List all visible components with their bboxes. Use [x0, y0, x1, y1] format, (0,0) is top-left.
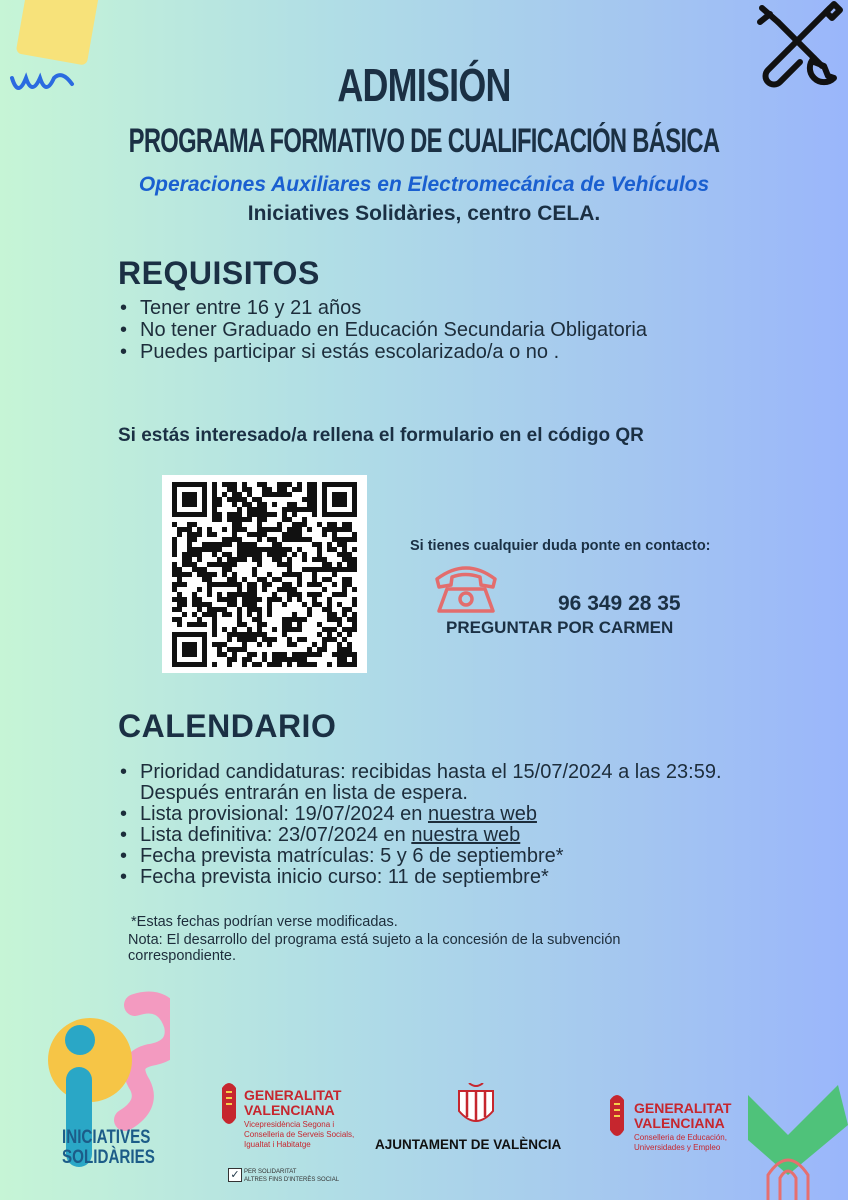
gv1-name2: VALENCIANA [244, 1102, 335, 1118]
solidaritat-line1: PER SOLIDARITAT [244, 1169, 297, 1175]
solidaritat-line2: ALTRES FINS D'INTERÈS SOCIAL [244, 1177, 340, 1183]
gv2-name1: GENERALITAT [634, 1100, 732, 1116]
ajuntament-crest-icon [453, 1083, 499, 1131]
calendario-list [118, 762, 770, 888]
gv1-sub2: Conselleria de Serveis Socials, [244, 1130, 355, 1139]
qr-code[interactable] [162, 475, 367, 673]
web-link[interactable]: nuestra web [427, 803, 537, 825]
phone-icon [433, 563, 499, 615]
generalitat-logo-2 [634, 1101, 731, 1153]
list-item [140, 804, 770, 825]
phone-number: 96 349 28 35 [558, 592, 681, 615]
solidaritat-text [244, 1168, 339, 1184]
list-item: • No tener Graduado en Educación Secundaria Obligatoria [140, 319, 647, 341]
generalitat-logo-1 [244, 1088, 354, 1150]
gv1-sub1: Vicepresidència Segona i [244, 1120, 335, 1129]
course-name: Operaciones Auxiliares en Electromecánica de Vehículos [138, 173, 710, 196]
gv1-name1: GENERALITAT [244, 1087, 342, 1103]
contact-intro: Si tienes cualquier duda ponte en contacto: [410, 538, 711, 554]
list-item-text: Lista definitiva: 23/07/2024 en [140, 824, 412, 846]
list-item [140, 825, 770, 846]
entity-name: Iniciatives Solidàries, centro CELA. [247, 202, 601, 225]
ajuntament-logo-text: AJUNTAMENT DE VALÈNCIA [375, 1137, 562, 1152]
tools-icon [748, 0, 844, 100]
program-subtitle: PROGRAMA FORMATIVO DE CUALIFICACIÓN BÁSICA [128, 122, 720, 160]
list-item-text: Lista provisional: 19/07/2024 en [140, 803, 428, 825]
subsidy-note: Nota: El desarrollo del programa está sujeto a la concesión de la subvención correspondiente. [128, 932, 621, 964]
checkbox-icon: ✓ [228, 1168, 242, 1182]
qr-code-graphic [162, 475, 367, 673]
qr-prompt: Si estás interesado/a rellena el formulario en el código QR [118, 425, 644, 446]
list-item: • Tener entre 16 y 21 años [140, 297, 647, 319]
gv1-sub3: Igualtat i Habitatge [244, 1140, 311, 1149]
dates-note: *Estas fechas podrían verse modificadas. [131, 914, 398, 930]
list-item: • Prioridad candidaturas: recibidas hasta el 15/07/2024 a las 23:59. Después entrarán en lista de espera. [140, 762, 770, 804]
iniciatives-line2: SOLIDÀRIES [62, 1147, 155, 1168]
iniciatives-logo-text [62, 1128, 155, 1168]
gv2-sub1: Conselleria de Educación, [634, 1133, 727, 1142]
list-item: • Puedes participar si estás escolarizado/a o no . [140, 341, 647, 363]
iniciatives-line1: INICIATIVES [62, 1127, 151, 1148]
calendario-heading: CALENDARIO [118, 708, 337, 744]
decorative-shape-bottom-right [748, 1075, 848, 1200]
contact-person: PREGUNTAR POR CARMEN [446, 618, 674, 637]
generalitat-emblem-icon [218, 1078, 240, 1138]
gv2-sub2: Universidades y Empleo [634, 1143, 721, 1152]
generalitat-emblem-icon [606, 1090, 628, 1150]
gv2-name2: VALENCIANA [634, 1115, 725, 1131]
web-link[interactable]: nuestra web [411, 824, 521, 846]
requisitos-list [118, 297, 647, 363]
requisitos-heading: REQUISITOS [118, 255, 320, 291]
page-title: ADMISIÓN [337, 59, 511, 111]
list-item: • Fecha prevista matrículas: 5 y 6 de septiembre* [140, 846, 770, 867]
list-item: • Fecha prevista inicio curso: 11 de septiembre* [140, 867, 770, 888]
